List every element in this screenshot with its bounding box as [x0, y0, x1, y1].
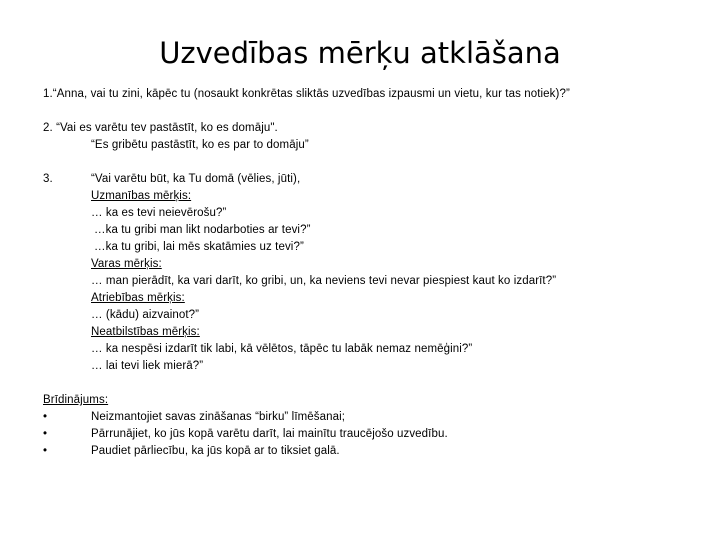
question-2-line-1: 2. “Vai es varētu tev pastāstīt, ko es domāju".: [43, 122, 278, 134]
bullet-icon: •: [43, 411, 48, 423]
question-2-line-2: “Es gribētu pastāstīt, ko es par to domāju”: [91, 139, 309, 151]
warning-item-1: Neizmantojiet savas zināšanas “birku” līmēšanai;: [91, 411, 346, 423]
inadequacy-goal-heading: Neatbilstības mērķis:: [91, 326, 200, 338]
warning-item-3: Paudiet pārliecību, ka jūs kopā ar to tiksiet galā.: [91, 445, 340, 457]
inadequacy-goal-line-2: … lai tevi liek mierā?”: [91, 360, 204, 372]
inadequacy-goal-line-1: … ka nespēsi izdarīt tik labi, kā vēlētos, tāpēc tu labāk nemaz nemēģini?”: [91, 343, 473, 355]
power-goal-heading: Varas mērķis:: [91, 258, 162, 270]
question-3-intro: “Vai varētu būt, ka Tu domā (vēlies, jūti),: [91, 173, 301, 185]
attention-goal-line-1: … ka es tevi neievērošu?”: [91, 207, 227, 219]
bullet-icon: •: [43, 445, 48, 457]
warning-item-2: Pārrunājiet, ko jūs kopā varētu darīt, lai mainītu traucējošo uzvedību.: [91, 428, 448, 440]
revenge-goal-heading: Atriebības mērķis:: [91, 292, 185, 304]
warning-heading: Brīdinājums:: [43, 394, 109, 406]
power-goal-line-1: … man pierādīt, ka vari darīt, ko gribi, un, ka neviens tevi nevar piespiest kaut ko izdarīt?”: [91, 275, 557, 287]
attention-goal-line-3: …ka tu gribi, lai mēs skatāmies uz tevi?”: [94, 241, 304, 253]
question-3-number: 3.: [43, 173, 53, 185]
bullet-icon: •: [43, 428, 48, 440]
attention-goal-heading: Uzmanības mērķis:: [91, 190, 192, 202]
attention-goal-line-2: …ka tu gribi man likt nodarboties ar tevi?”: [94, 224, 311, 236]
revenge-goal-line-1: … (kādu) aizvainot?”: [91, 309, 200, 321]
page-title: Uzvedības mērķu atklāšana: [159, 36, 561, 70]
question-1: 1.“Anna, vai tu zini, kāpēc tu (nosaukt konkrētas sliktās uzvedības izpausmi un vietu, kur tas notiek)?”: [43, 88, 570, 100]
